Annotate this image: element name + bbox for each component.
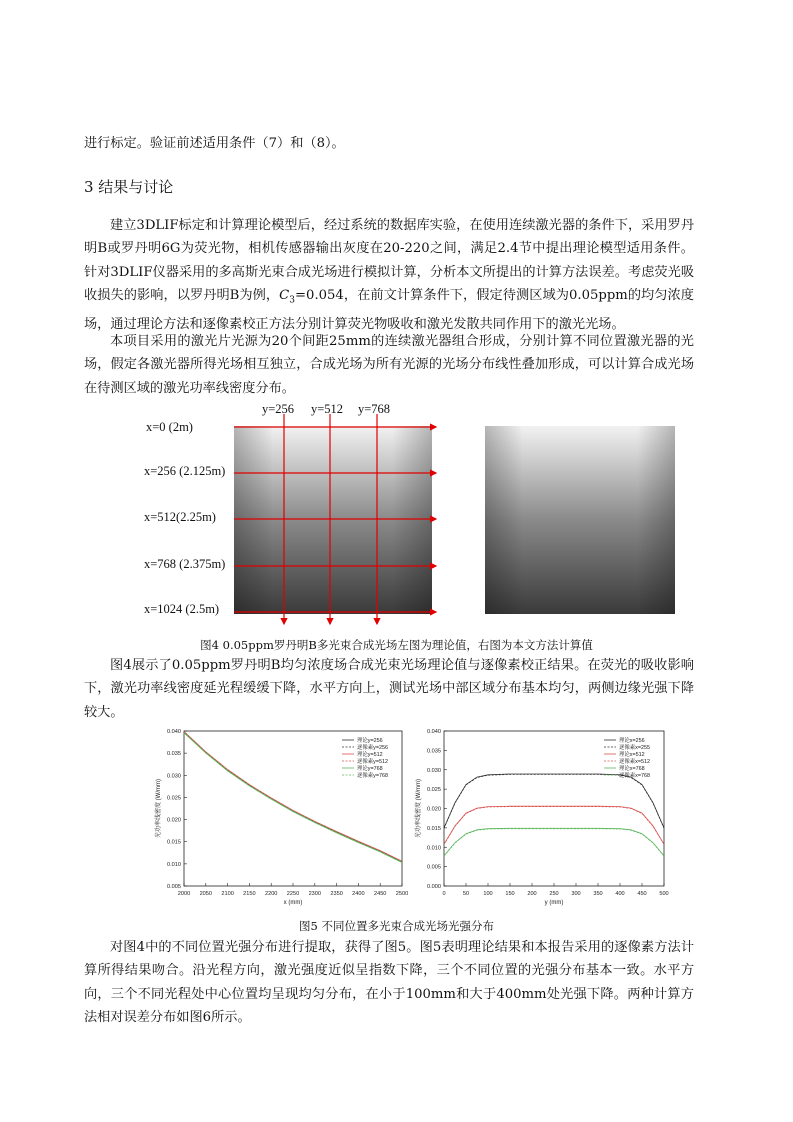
x-tick-label: 2450: [373, 891, 387, 897]
corrected-field-image: [485, 426, 675, 614]
x-axis-label: y (mm): [544, 900, 564, 906]
x-tick-label: 100: [483, 891, 493, 897]
symbol-c3: C: [279, 288, 290, 304]
text-line: 对图4中的不同位置光强分布进行提取，获得了图5。图5表明理论结果和本报告采用的逐像素方法: [110, 940, 681, 955]
legend-entry: 逐像素x=512: [619, 759, 651, 765]
col-label: y=512: [311, 402, 344, 416]
x-tick-label: 2350: [330, 891, 343, 897]
text-line: 场在待测区域的激光功率线密度分布。: [84, 357, 694, 396]
row-label: x=0 (2m): [146, 420, 193, 434]
y-tick-label: 0.000: [427, 884, 441, 890]
y-axis-label: 光功率线密度 (W/mm): [156, 779, 162, 838]
text-line: 方向，三个不同光程处中心位置均呈现均匀分布，在小于100mm和大于400mm处光强下降。两种计算方: [84, 963, 694, 1002]
theory-field-image: [234, 426, 432, 614]
legend-entry: 理论x=256: [619, 738, 645, 744]
x-tick-label: 250: [549, 891, 559, 897]
y-tick-label: 0.015: [167, 839, 181, 846]
text-line: 本项目采用的激光片光源为20个间距25mm的连续激光器组合形成，分别计算不同位置激光器的光: [110, 334, 694, 349]
text-line: 图4展示了0.05ppm罗丹明B均匀浓度场合成光束光场理论值与逐像素校正结果。在荧光的吸收影响: [110, 658, 694, 673]
x-tick-label: 2000: [177, 891, 191, 897]
chart-right: [410, 725, 670, 910]
text-line: 建立3DLIF标定和计算理论模型后，经过系统的数据库实验，在使用连续激光器的条件下，采用罗: [110, 218, 681, 233]
legend-entry: 理论x=768: [619, 766, 645, 772]
x-tick-label: 0: [442, 891, 446, 897]
legend-entry: 逐像素y=768: [357, 773, 389, 779]
series-line: [444, 774, 664, 828]
y-tick-label: 0.025: [167, 795, 181, 802]
x-axis-label: x (mm): [283, 900, 303, 906]
legend-entry: 逐像素x=768: [619, 773, 651, 779]
y-tick-label: 0.035: [427, 748, 441, 755]
x-tick-label: 2050: [199, 891, 213, 897]
x-tick-label: 2300: [308, 891, 322, 897]
symbol-c3-sub: 3: [289, 295, 295, 306]
y-tick-label: 0.005: [427, 864, 441, 871]
y-tick-label: 0.035: [167, 751, 181, 758]
row-label: x=768 (2.375m): [144, 557, 226, 571]
text-line: 场，通过理论方法和逐像素校正方法分别计算荧光物吸收和激光发散共同作用下的激光光场。: [84, 317, 625, 333]
figure-4-caption: 图4 0.05ppm罗丹明B多光束合成光场左图为理论值，右图为本文方法计算值: [200, 638, 593, 652]
x-tick-label: 350: [593, 891, 603, 897]
text-line: 丹明B或罗丹明6G为荧光物，相机传感器输出灰度在20-220之间，满足2.4节中提出理论模型适用条件。: [84, 218, 694, 257]
legend-entry: 逐像素y=256: [357, 745, 389, 751]
series-line: [444, 807, 664, 845]
y-tick-label: 0.020: [427, 806, 441, 813]
x-tick-label: 450: [637, 891, 647, 897]
x-tick-label: 300: [571, 891, 581, 897]
x-tick-label: 2100: [221, 891, 234, 897]
y-tick-label: 0.030: [427, 767, 441, 774]
legend-entry: 理论y=256: [357, 738, 383, 744]
x-tick-label: 2250: [286, 891, 300, 897]
legend-entry: 逐像素x=255: [619, 745, 651, 751]
x-tick-label: 400: [615, 891, 625, 897]
text-line: 下，激光功率线密度延光程缓缓下降，水平方向上，测试光场中部区域分布基本均匀，两侧边缘光强下: [84, 681, 681, 697]
chart-left: [140, 725, 420, 910]
paragraph-3: [84, 654, 694, 724]
text-line: 降较大。: [84, 681, 694, 720]
figure-5-caption: 图5 不同位置多光束合成光场光强分布: [299, 919, 494, 933]
y-tick-label: 0.030: [167, 773, 181, 780]
x-tick-label: 2500: [395, 891, 409, 897]
paragraph-continuation: 进行标定。验证前述适用条件（7）和（8）。: [84, 136, 345, 151]
x-tick-label: 150: [505, 891, 515, 897]
x-tick-label: 500: [659, 891, 669, 897]
x-tick-label: 2150: [243, 891, 256, 897]
section-heading: 3 结果与讨论: [84, 178, 174, 196]
series-line: [444, 806, 664, 844]
series-line: [444, 774, 664, 828]
y-tick-label: 0.025: [427, 787, 441, 794]
x-tick-label: 2200: [264, 891, 278, 897]
y-tick-label: 0.015: [427, 825, 441, 832]
col-label: y=256: [262, 402, 295, 416]
y-tick-label: 0.040: [427, 729, 441, 735]
row-label: x=1024 (2.5m): [144, 602, 220, 616]
legend-entry: 理论y=512: [357, 752, 383, 758]
x-tick-label: 50: [462, 891, 470, 897]
text-line: =0.054，在前文计算条件下，假定待测区域为0.05ppm的均匀浓度: [295, 288, 694, 304]
y-tick-label: 0.005: [167, 884, 181, 890]
x-tick-label: 2400: [352, 891, 365, 897]
legend-entry: 逐像素y=512: [357, 759, 389, 765]
y-axis-label: 光功率线密度 (W/mm): [416, 779, 422, 838]
series-line: [444, 829, 664, 857]
legend-entry: 理论x=512: [619, 752, 645, 758]
paragraph-4: [84, 936, 694, 1030]
y-tick-label: 0.020: [167, 817, 181, 824]
row-label: x=512(2.25m): [144, 510, 216, 524]
text-line: 针对3DLIF仪器采用的多高斯光束合成光场进行模拟计算，分析本文所提出的计算方法误差。考虑荧光: [84, 264, 681, 280]
row-label: x=256 (2.125m): [144, 464, 226, 478]
text-line: 法相对误差分布如图6所示。: [84, 1010, 251, 1026]
y-tick-label: 0.040: [167, 729, 181, 735]
series-line: [444, 828, 664, 856]
col-label: y=768: [358, 402, 391, 416]
legend-entry: 理论y=768: [357, 766, 383, 772]
y-tick-label: 0.010: [427, 845, 441, 852]
text-line: 计算所得结果吻合。沿光程方向，激光强度近似呈指数下降，三个不同位置的光强分布基本一致。水平: [84, 940, 694, 979]
x-tick-label: 200: [527, 891, 537, 897]
y-tick-label: 0.010: [167, 861, 181, 868]
text-line: 场，假定各激光器所得光场相互独立，合成光场为所有光源的光场分布线性叠加形成，可以计算合成光: [84, 357, 681, 373]
text-line: 吸收损失的影响，以罗丹明B为例，: [84, 264, 694, 304]
